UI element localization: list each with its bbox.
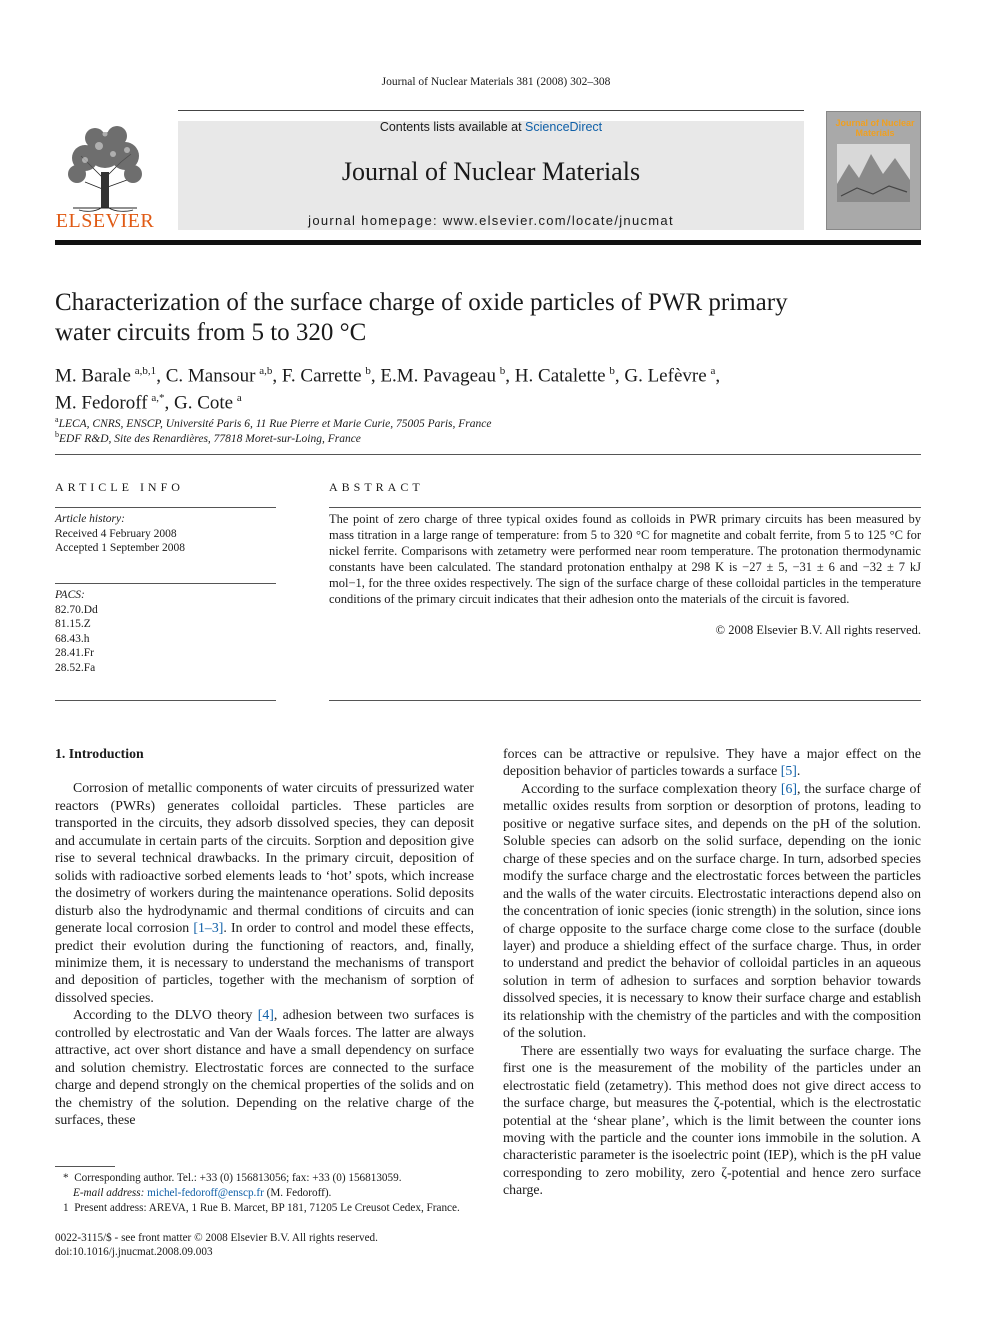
citation-link[interactable]: [6] [780, 780, 797, 796]
affiliation-a [55, 415, 921, 430]
author[interactable]: C. Mansour [165, 365, 256, 387]
footnote-text: Present address: AREVA, 1 Rue B. Marcet, BP 181, 71205 Le Creusot Cedex, France. [74, 1202, 460, 1214]
article-info-heading: ARTICLE INFO [55, 480, 184, 494]
abstract-heading: ABSTRACT [329, 480, 424, 494]
abstract-text: The point of zero charge of three typical oxides found as colloids in PWR primary circuits has been measured by mass titration in a large range of temperature: from 5 to 320 °C for magnetite and cobalt ferrite, from 5 to 125 °C for nickel ferrite. Comparisons with zetametry were performed near room temperature. The protonation thermodynamic constants have been calculated. The standard protonation enthalpy at 298 K is −27 ± 5, −31 ± 6 and −32 ± 7 kJ mol−1, for the three oxides respectively. The sign of the surface charge of these colloidal particles in the temperature conditions of the primary circuit indicates that their adhesion onto the materials of the circuit is favored. [329, 512, 921, 606]
body-right-column [503, 745, 921, 1199]
author[interactable]: G. Lefèvre [624, 365, 707, 387]
body-text: . [796, 763, 801, 779]
footnotes [55, 1171, 474, 1216]
article-info-rule [55, 507, 276, 508]
article-info-bottom-rule [55, 700, 276, 701]
affiliation-b [55, 430, 921, 445]
pacs-code: 81.15.Z [55, 618, 91, 630]
pacs-list [55, 588, 276, 675]
body-paragraph: There are essentially two ways for evaluating the surface charge. The first one is the measurement of the mobility of the particles under an electrostatic field (zetametry). This method does not give direct access to the surface charge, but measures the ζ-potential, which is the electrostatic potential at the ‘shear plane’, which is the limit between the counter ions moving with the particle and the counter ions immobile in the solution. A characteristic parameter is the isoelectric point (IEP), which is the pH value corresponding to zero mobility, zero ζ-potential and hence zero surface charge. [503, 1042, 921, 1198]
citation-link[interactable]: [5] [780, 763, 797, 779]
header-rule [178, 110, 804, 111]
author[interactable]: M. Fedoroff [55, 392, 148, 414]
affiliation-mark: a [55, 415, 59, 424]
email-suffix: (M. Fedoroff). [263, 1187, 332, 1199]
author-affil-mark: b [365, 365, 371, 377]
body-text: . In order to control and model these effects, predict their evolution during the functioning of reactors, and, finally, minimize them, it is necessary to understand the mechanisms of transport and deposition of particles, together with the mechanism of sorption of dissolved species. [55, 920, 474, 1005]
accepted-date: Accepted 1 September 2008 [55, 542, 185, 554]
email-label: E-mail address: [73, 1187, 148, 1199]
pacs-rule [55, 583, 276, 584]
article-history-label: Article history: [55, 513, 125, 525]
body-text: Corrosion of metallic components of water circuits of pressurized water reactors (PWRs) generates colloidal particles. These particles are transported in the circuits, they adsorb dissolved species, they can deposit and accumulate in certain parts of the circuits. Sorption and deposition give rise to several technical drawbacks. In the primary circuit, deposition of solids with radioactive sorbed elements leads to ‘hot’ spots, which increase the dosimetry of workers during the maintenance operations. Solid deposits disturb also the hydrodynamic and thermal conditions of circuits and can generate local corrosion [55, 780, 474, 936]
email-link[interactable]: michel-fedoroff@enscp.fr [147, 1187, 264, 1199]
cover-image [837, 144, 910, 202]
body-paragraph [503, 780, 921, 1042]
body-paragraph [55, 779, 474, 1006]
abstract-copyright: © 2008 Elsevier B.V. All rights reserved. [715, 623, 921, 637]
author-affil-mark: a,b,1 [134, 365, 157, 377]
pacs-code: 82.70.Dd [55, 603, 98, 616]
elsevier-wordmark: ELSEVIER [55, 210, 155, 232]
body-text: , adhesion between two surfaces is controlled by electrostatic and Van der Waals forces. The latter are always attractive, act over short distance and have a small dependency on surface and solution chemistry. Electrostatic forces are connected to the surface charge and depend strongly on the chemical properties of the solids and on the chemistry of the solution. Depending on the relative charge of the surfaces, these [55, 1007, 474, 1128]
pacs-label: PACS: [55, 589, 85, 601]
journal-homepage[interactable]: journal homepage: www.elsevier.com/locate/jnucmat [308, 213, 674, 228]
journal-title: Journal of Nuclear Materials [341, 157, 641, 186]
body-paragraph [503, 745, 921, 780]
contents-line [178, 120, 804, 134]
footnote-mark: 1 [63, 1202, 69, 1214]
affiliation-rule [55, 454, 921, 455]
journal-cover-thumbnail [826, 111, 921, 230]
author-affil-mark: b [499, 365, 506, 377]
affiliation-text: LECA, CNRS, ENSCP, Université Paris 6, 11 Rue Pierre et Marie Curie, 75005 Paris, France [58, 417, 492, 430]
article-history [55, 512, 276, 556]
author[interactable]: M. Barale [55, 365, 131, 387]
footnote-text: Corresponding author. Tel.: +33 (0) 156813056; fax: +33 (0) 156813059. [74, 1172, 402, 1184]
author[interactable]: E.M. Pavageau [380, 365, 496, 387]
footnote-mark: * [63, 1172, 69, 1184]
footnote-rule [55, 1166, 115, 1167]
affiliation-text: EDF R&D, Site des Renardières, 77818 Moret-sur-Loing, France [59, 432, 361, 445]
author[interactable]: H. Catalette [514, 365, 606, 387]
section-heading: 1. Introduction [55, 746, 144, 761]
citation-link[interactable]: [4] [257, 1007, 274, 1023]
pacs-code: 28.41.Fr [55, 647, 94, 659]
author-affil-mark: a [710, 365, 716, 377]
body-paragraph [55, 1006, 474, 1128]
article-title-line2: water circuits from 5 to 320 °C [55, 319, 367, 346]
doi-line[interactable]: doi:10.1016/j.jnucmat.2008.09.003 [55, 1246, 213, 1258]
author-affil-mark: b [609, 365, 615, 377]
running-head: Journal of Nuclear Materials 381 (2008) 302–308 [381, 76, 611, 88]
body-text: forces can be attractive or repulsive. They have a major effect on the deposition behavior of particles towards a surface [503, 746, 921, 779]
issn-line: 0022-3115/$ - see front matter © 2008 Elsevier B.V. All rights reserved. [55, 1232, 378, 1244]
body-text: According to the DLVO theory [73, 1007, 258, 1023]
body-left-column [55, 745, 474, 1129]
author-list: M. Barale $^{a,b,1}$, C. Mansour $^{a,b}$, F. Carrette $^b$, E.M. Pavageau $^b$, H. Catalette $^b$, G. Lefèvre $^a$, M. Fedoroff $^{a,*}$, G. Cote $^a$ [55, 365, 721, 414]
footnote-email [55, 1186, 474, 1201]
sciencedirect-link[interactable]: ScienceDirect [525, 120, 603, 134]
article-title-line1: Characterization of the surface charge of oxide particles of PWR primary [55, 289, 788, 316]
author[interactable]: F. Carrette [281, 365, 362, 387]
cover-title: Journal of Nuclear Materials [835, 118, 915, 138]
pacs-code: 68.43.h [55, 632, 90, 645]
article-title [55, 288, 921, 348]
body-text: According to the surface complexation theory [521, 780, 781, 796]
body-text: , the surface charge of metallic oxides results from sorption or desorption of protons, leading to positive or negative surface sites, and depends on the pH of the solution. Soluble species can adsorb on the solid surface, depending on the ionic charge of these species and on the surface charge. In turn, adsorbed species modify the surface charge and the electrostatic forces between the particles and the walls of the water circuits. Electrostatic interactions depend also on the concentration of ionic species (ionic strength) in the solution, since ions of charge opposite to the surface charge come close to the surface (double layer) and produce a shielding effect of the surface charge. Thus, in order to understand and predict the behavior of colloidal particles in an aqueous solution in term of adhesion to surfaces and sorption behavior towards dissolved species, it is necessary to know their surface charge and establish its relationship with the chemistry of the particles and with the composition of the solution. [503, 780, 922, 1041]
author-affil-mark: a,b [259, 365, 273, 377]
footnote-present-address [55, 1201, 474, 1216]
author[interactable]: G. Cote [174, 392, 234, 414]
footnote-corresponding [55, 1171, 474, 1186]
front-matter-info [55, 1231, 378, 1259]
pacs-code: 28.52.Fa [55, 661, 96, 674]
author-affil-mark: a [236, 392, 242, 405]
banner-rule [55, 240, 921, 245]
received-date: Received 4 February 2008 [55, 527, 177, 540]
author-affil-mark: a,* [151, 392, 165, 405]
contents-prefix: Contents lists available at [379, 120, 526, 134]
citation-link[interactable]: [1–3] [193, 920, 224, 936]
abstract-bottom-rule [329, 700, 921, 701]
affiliation-mark: b [55, 430, 59, 439]
abstract-rule [329, 507, 921, 508]
